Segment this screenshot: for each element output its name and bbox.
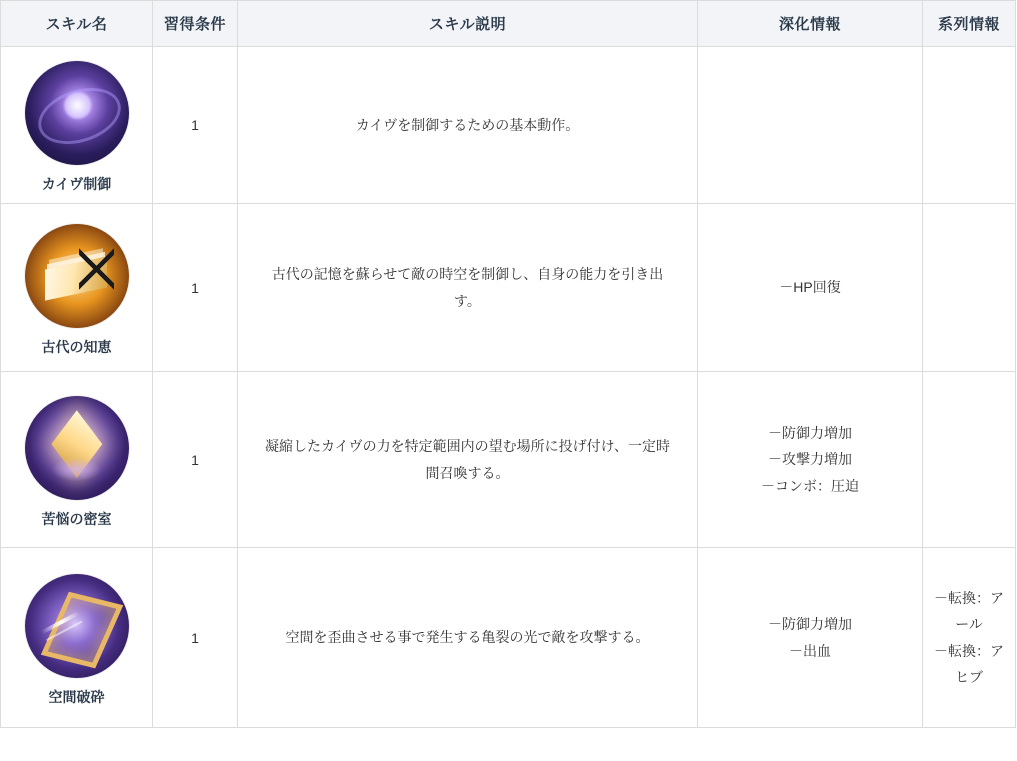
deepening-item: －防御力増加	[768, 616, 852, 633]
ancient-book-icon	[25, 224, 129, 328]
skill-deepening-cell	[698, 548, 923, 728]
skill-deepening-cell	[698, 47, 923, 204]
icon-glow	[25, 224, 129, 328]
skill-condition-cell: 1	[153, 47, 238, 204]
skill-series-cell	[923, 548, 1016, 728]
skill-name-cell	[1, 548, 153, 728]
glowing-cube-icon	[25, 396, 129, 500]
skill-condition-cell: 1	[153, 372, 238, 548]
skill-condition-cell: 1	[153, 204, 238, 372]
deepening-item: －コンボ：圧迫	[761, 477, 859, 494]
series-item: －転換：アール	[934, 589, 1004, 633]
skill-description-cell: カイヴを制御するための基本動作。	[238, 47, 698, 204]
skill-name-cell	[1, 372, 153, 548]
table-header-row	[1, 1, 1016, 47]
skill-description-cell: 凝縮したカイヴの力を特定範囲内の望む場所に投げ付け、一定時間召喚する。	[238, 372, 698, 548]
table-header	[1, 1, 1016, 47]
skill-name-cell	[1, 204, 153, 372]
skill-deepening-cell	[698, 204, 923, 372]
skill-name-label: 空間破砕	[48, 688, 105, 705]
skill-series-cell	[923, 372, 1016, 548]
table-body	[1, 47, 1016, 728]
icon-glow	[25, 396, 129, 500]
table-row	[1, 548, 1016, 728]
column-header-deepening: 深化情報	[698, 1, 923, 47]
skill-deepening-cell	[698, 372, 923, 548]
space-shard-icon	[25, 574, 129, 678]
skill-series-cell	[923, 204, 1016, 372]
icon-glow	[25, 574, 129, 678]
skill-name-label: 古代の知恵	[41, 338, 112, 355]
skill-name-label: 苦悩の密室	[41, 510, 112, 527]
skill-condition-cell: 1	[153, 548, 238, 728]
skill-name-cell	[1, 47, 153, 204]
icon-glow	[25, 61, 129, 165]
deepening-item: －HP回復	[779, 279, 841, 296]
column-header-skill-name: スキル名	[1, 1, 153, 47]
deepening-item: －出血	[789, 642, 831, 659]
skill-series-cell	[923, 47, 1016, 204]
galaxy-swirl-icon	[25, 61, 129, 165]
column-header-condition: 習得条件	[153, 1, 238, 47]
deepening-item: －攻撃力増加	[768, 451, 852, 468]
series-item: －転換：アヒブ	[934, 642, 1004, 686]
column-header-series: 系列情報	[923, 1, 1016, 47]
table-row	[1, 372, 1016, 548]
deepening-item: －防御力増加	[768, 424, 852, 441]
skill-name-label: カイヴ制御	[41, 176, 112, 192]
skill-description-cell: 空間を歪曲させる事で発生する亀裂の光で敵を攻撃する。	[238, 548, 698, 728]
table-row	[1, 204, 1016, 372]
table-row	[1, 47, 1016, 204]
column-header-description: スキル説明	[238, 1, 698, 47]
skill-description-cell: 古代の記憶を蘇らせて敵の時空を制御し、自身の能力を引き出す。	[238, 204, 698, 372]
